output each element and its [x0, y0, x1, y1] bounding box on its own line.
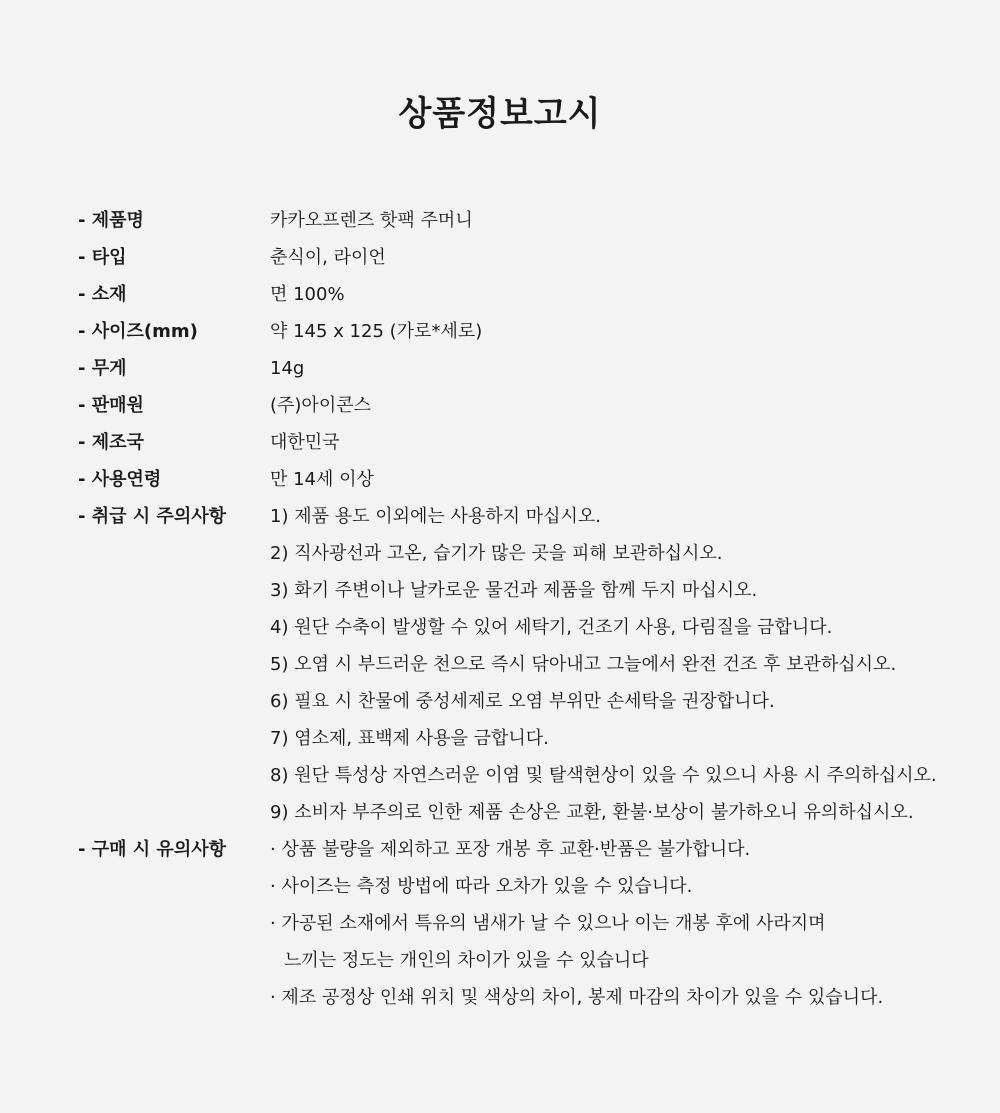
info-value: 14g — [270, 358, 305, 379]
info-value: 면 100% — [270, 284, 345, 305]
info-label: - 사용연령 — [78, 469, 162, 490]
info-row-country — [78, 424, 978, 461]
info-value: 대한민국 — [270, 432, 340, 453]
caution-list — [270, 498, 937, 831]
list-item: 7) 염소제, 표백제 사용을 금합니다. — [270, 728, 549, 749]
purchase-list — [270, 831, 883, 1016]
list-item: 1) 제품 용도 이외에는 사용하지 마십시오. — [270, 506, 602, 527]
info-row-age — [78, 461, 978, 498]
info-label: - 제조국 — [78, 432, 144, 453]
info-value: (주)아이콘스 — [270, 395, 371, 416]
info-label: - 사이즈(mm) — [78, 321, 198, 342]
list-item: 2) 직사광선과 고온, 습기가 많은 곳을 피해 보관하십시오. — [270, 543, 723, 564]
list-item: 4) 원단 수축이 발생할 수 있어 세탁기, 건조기 사용, 다림질을 금합니다. — [270, 617, 833, 638]
info-label: - 판매원 — [78, 395, 144, 416]
list-item: · 상품 불량을 제외하고 포장 개봉 후 교환·반품은 불가합니다. — [270, 839, 751, 860]
info-label: - 제품명 — [78, 210, 144, 231]
info-label: - 무게 — [78, 358, 127, 379]
list-item: 8) 원단 특성상 자연스러운 이염 및 탈색현상이 있을 수 있으니 사용 시 주의하십시오. — [270, 765, 937, 786]
list-item: 6) 필요 시 찬물에 중성세제로 오염 부위만 손세탁을 권장합니다. — [270, 691, 775, 712]
info-row-handling-caution — [78, 498, 978, 831]
list-item: · 가공된 소재에서 특유의 냄새가 날 수 있으나 이는 개봉 후에 사라지며 — [270, 913, 826, 934]
info-label: - 소재 — [78, 284, 127, 305]
list-item: · 제조 공정상 인쇄 위치 및 색상의 차이, 봉제 마감의 차이가 있을 수 있습니다. — [270, 987, 884, 1008]
info-label: - 구매 시 유의사항 — [78, 839, 226, 860]
info-value: 만 14세 이상 — [270, 469, 374, 490]
info-row-material — [78, 276, 978, 313]
product-info-table — [78, 202, 978, 1016]
list-item: 9) 소비자 부주의로 인한 제품 손상은 교환, 환불·보상이 불가하오니 유의하십시오. — [270, 802, 914, 823]
info-row-type — [78, 239, 978, 276]
list-item: 5) 오염 시 부드러운 천으로 즉시 닦아내고 그늘에서 완전 건조 후 보관하십시오. — [270, 654, 897, 675]
info-row-size — [78, 313, 978, 350]
info-label: - 취급 시 주의사항 — [78, 506, 226, 527]
info-row-purchase-notice — [78, 831, 978, 1016]
info-label: - 타입 — [78, 247, 127, 268]
info-row-weight — [78, 350, 978, 387]
list-item: 3) 화기 주변이나 날카로운 물건과 제품을 함께 두지 마십시오. — [270, 580, 758, 601]
page-title: 상품정보고시 — [398, 94, 602, 134]
list-item: · 사이즈는 측정 방법에 따라 오차가 있을 수 있습니다. — [270, 876, 693, 897]
list-item-continuation: 느끼는 정도는 개인의 차이가 있을 수 있습니다 — [284, 950, 649, 971]
info-row-seller — [78, 387, 978, 424]
info-value: 춘식이, 라이언 — [270, 247, 386, 268]
info-row-product-name — [78, 202, 978, 239]
info-value: 카카오프렌즈 핫팩 주머니 — [270, 210, 473, 231]
info-value: 약 145 x 125 (가로*세로) — [270, 321, 483, 342]
